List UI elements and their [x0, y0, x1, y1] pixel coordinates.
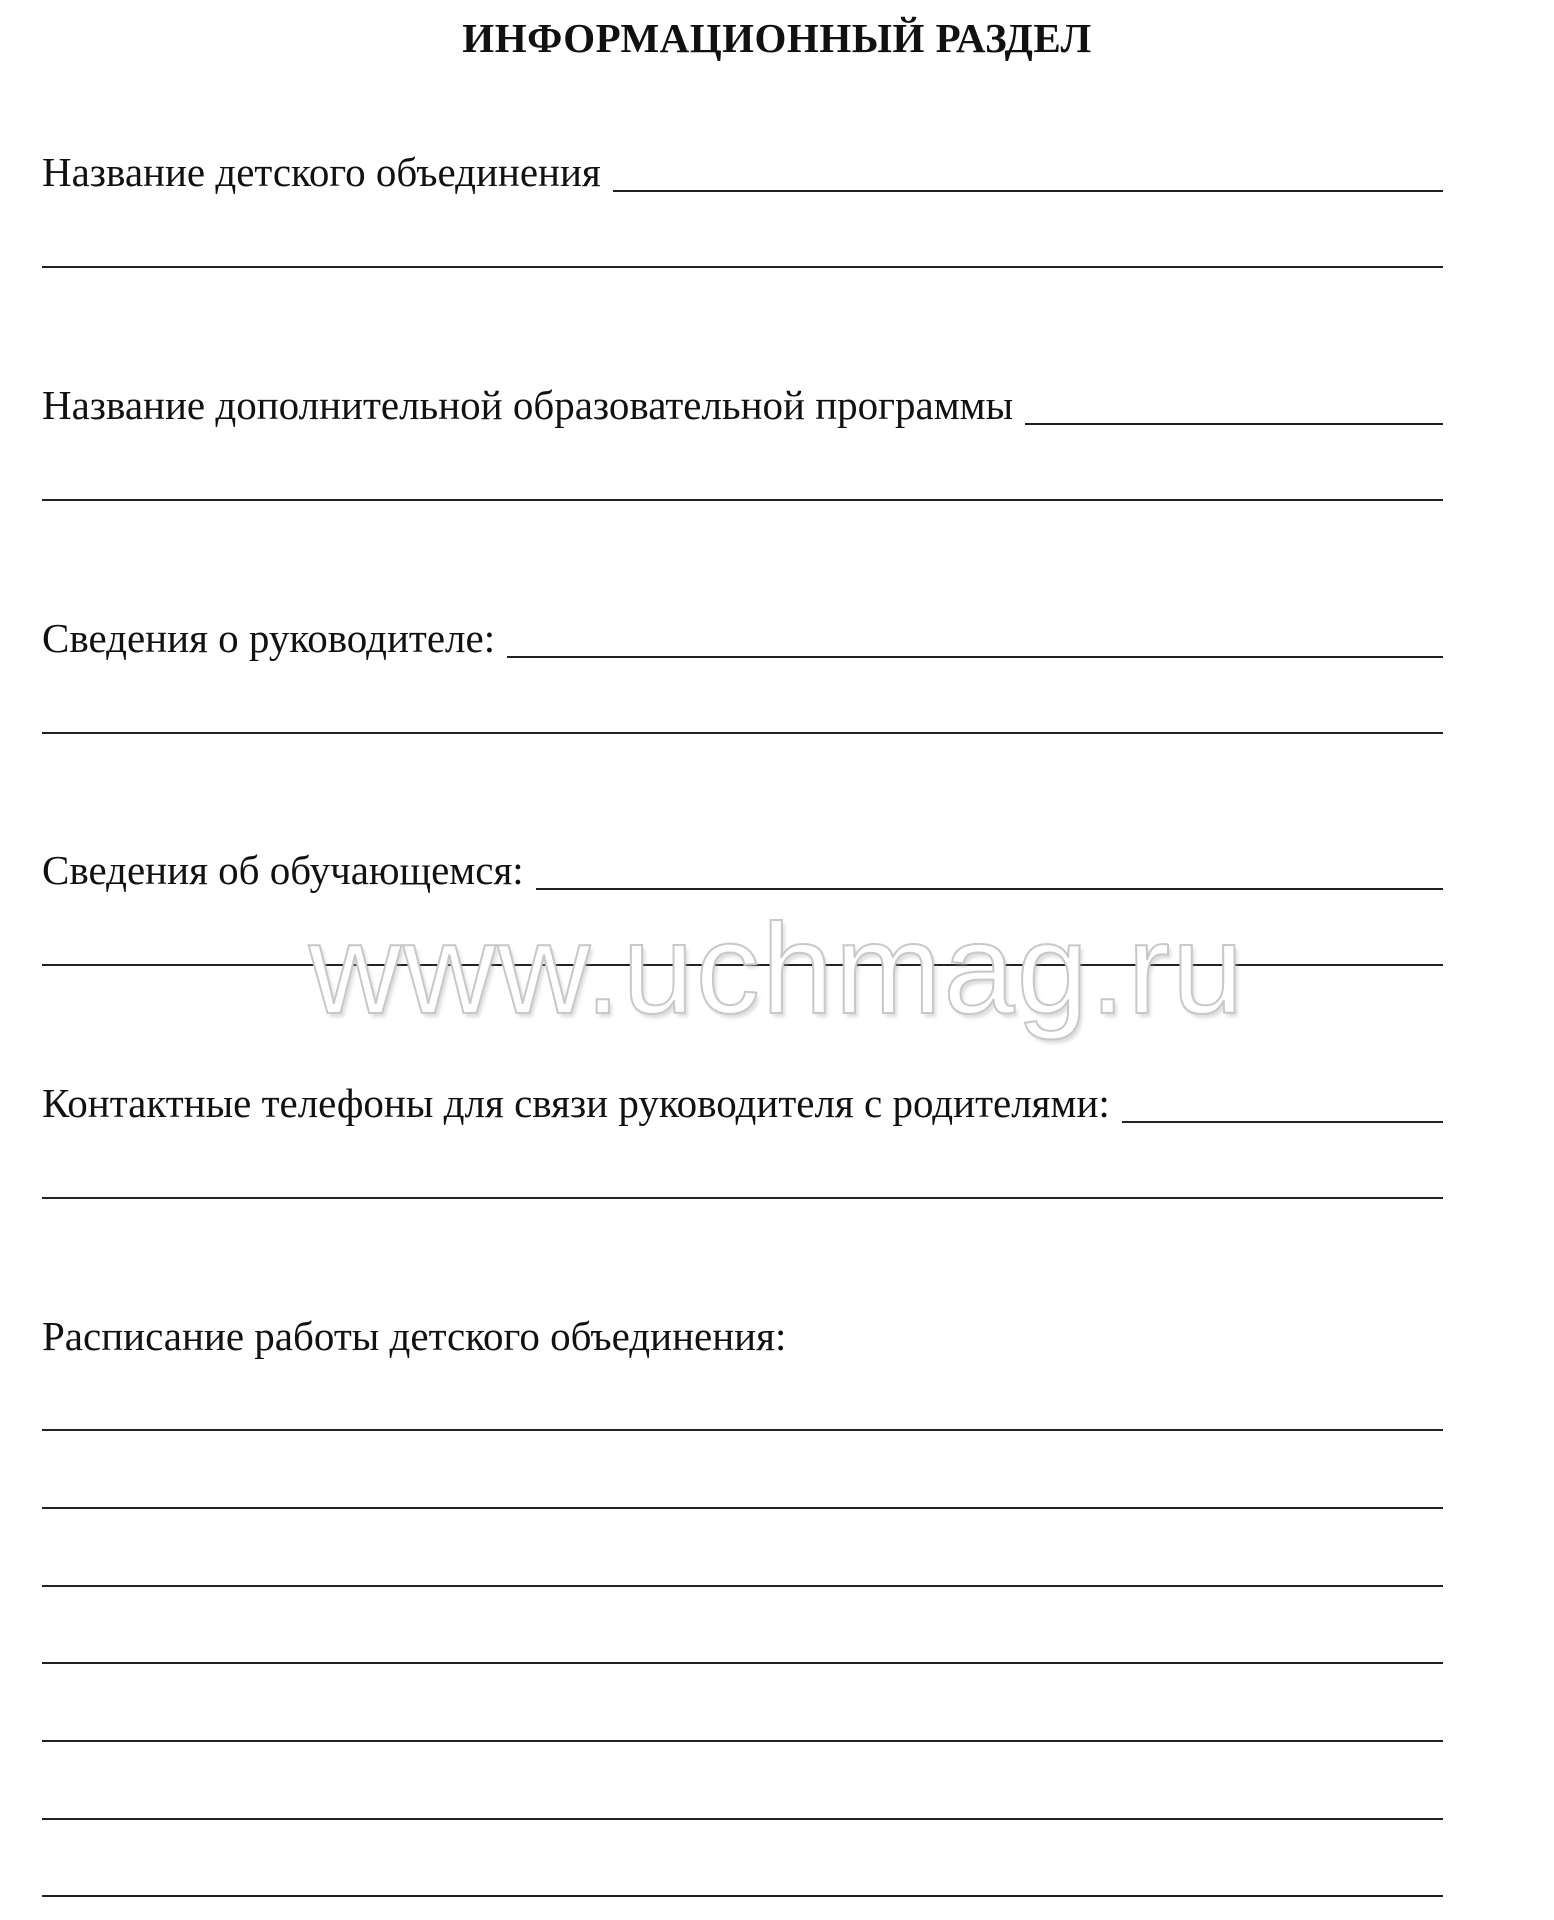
field-schedule — [42, 1304, 1443, 1360]
blank-line[interactable] — [42, 266, 1443, 268]
schedule-line[interactable] — [42, 1662, 1443, 1664]
field-label: Расписание работы детского объединения: — [42, 1313, 787, 1359]
blank-line[interactable] — [42, 1197, 1443, 1199]
field-input-line[interactable] — [507, 612, 1443, 658]
blank-line[interactable] — [42, 732, 1443, 734]
field-contact-phones — [42, 1071, 1443, 1127]
field-label: Сведения о руководителе: — [42, 615, 496, 661]
field-input-line[interactable] — [613, 146, 1443, 192]
blank-line[interactable] — [42, 499, 1443, 501]
field-label: Контактные телефоны для связи руководителя с родителями: — [42, 1080, 1110, 1126]
page-title: ИНФОРМАЦИОННЫЙ РАЗДЕЛ — [462, 15, 1092, 61]
blank-line[interactable] — [42, 964, 1443, 966]
field-input-line[interactable] — [1025, 379, 1443, 425]
field-program-name — [42, 373, 1443, 429]
schedule-line[interactable] — [42, 1740, 1443, 1742]
schedule-line[interactable] — [42, 1507, 1443, 1509]
schedule-line[interactable] — [42, 1585, 1443, 1587]
schedule-line[interactable] — [42, 1895, 1443, 1897]
field-label: Название дополнительной образовательной программы — [42, 382, 1014, 428]
field-input-line[interactable] — [536, 844, 1443, 890]
schedule-line[interactable] — [42, 1818, 1443, 1820]
field-supervisor-info — [42, 606, 1443, 662]
field-input-line[interactable] — [1122, 1077, 1443, 1123]
field-student-info — [42, 838, 1443, 894]
field-label: Название детского объединения — [42, 149, 601, 195]
field-label: Сведения об обучающемся: — [42, 847, 524, 893]
field-association-name — [42, 140, 1443, 196]
schedule-line[interactable] — [42, 1429, 1443, 1431]
watermark: www.uchmag.ru — [308, 898, 1246, 1041]
